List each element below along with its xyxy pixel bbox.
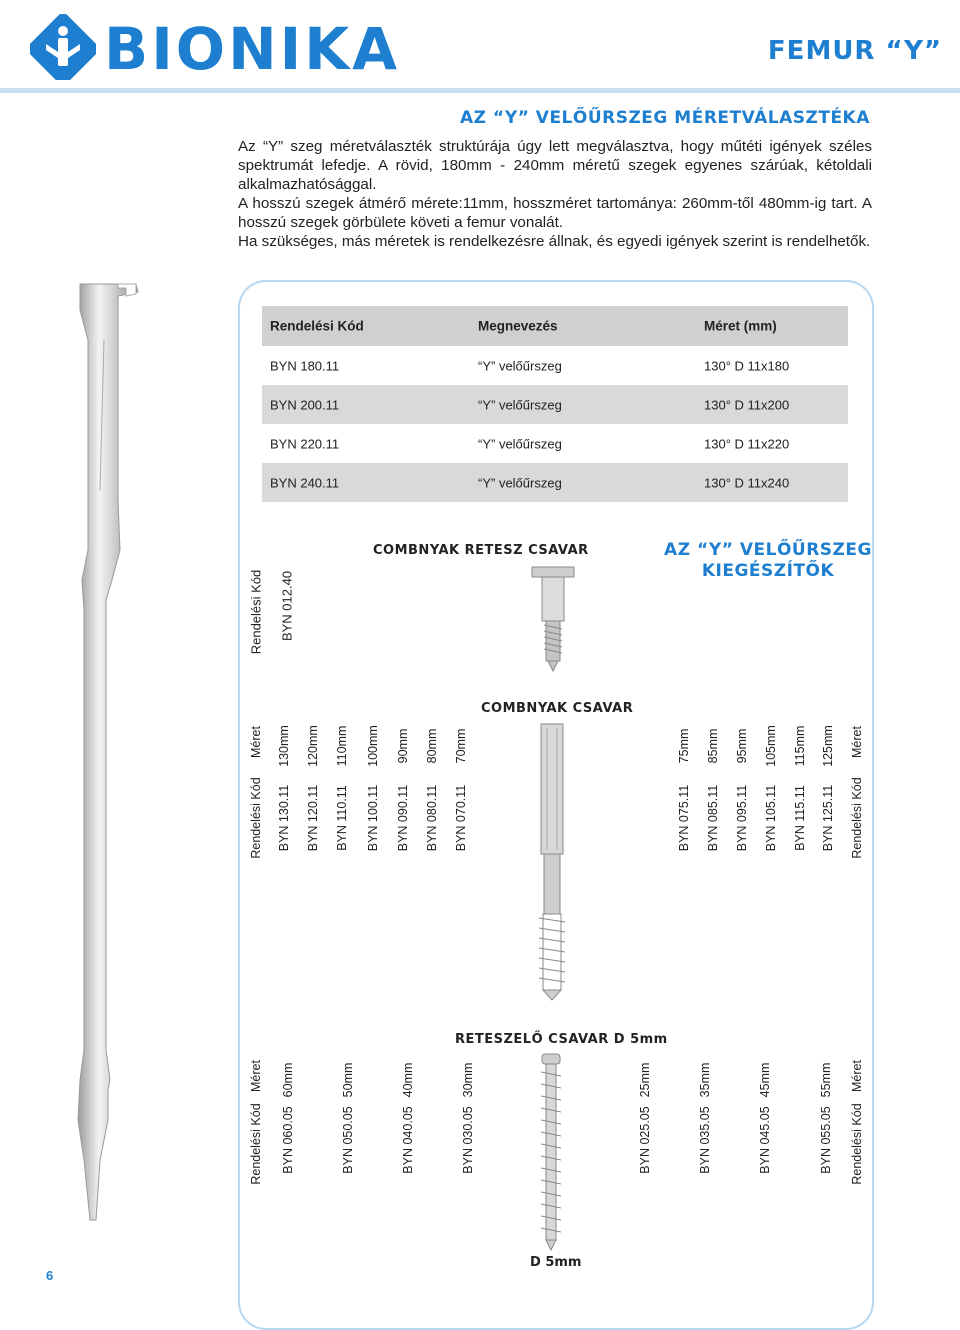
accessories-title: AZ “Y” VELŐŰRSZEG KIEGÉSZÍTŐK bbox=[664, 540, 872, 581]
bionika-logo-icon bbox=[30, 14, 96, 80]
reteszelo-size: 40mm bbox=[401, 1062, 415, 1098]
cell-size: 130° D 11x200 bbox=[704, 397, 790, 412]
reteszelo-size: 30mm bbox=[461, 1062, 475, 1098]
retesz-title: COMBNYAK RETESZ CSAVAR bbox=[373, 543, 589, 558]
reteszelo-size: 35mm bbox=[698, 1062, 712, 1098]
cell-name: “Y” velőűrszeg bbox=[478, 436, 562, 451]
combnyak-code: BYN 085.11 bbox=[706, 784, 720, 852]
column-header: Méret (mm) bbox=[704, 318, 777, 334]
diameter-label: D 5mm bbox=[530, 1255, 582, 1270]
combnyak-code: BYN 100.11 bbox=[366, 784, 380, 852]
code-label: Rendelési Kód bbox=[248, 569, 264, 655]
size-label: Méret bbox=[249, 726, 263, 758]
page-number: 6 bbox=[46, 1268, 54, 1283]
intro-text bbox=[238, 137, 872, 251]
reteszelo-code: BYN 030.05 bbox=[461, 1106, 475, 1174]
retesz-code: BYN 012.40 bbox=[279, 570, 295, 642]
combnyak-code: BYN 105.11 bbox=[764, 784, 778, 852]
cell-code: BYN 220.11 bbox=[270, 436, 340, 451]
reteszelo-size: 25mm bbox=[638, 1062, 652, 1098]
reteszelo-code: BYN 045.05 bbox=[758, 1106, 772, 1174]
cell-name: “Y” velőűrszeg bbox=[478, 475, 562, 490]
header-divider bbox=[0, 88, 960, 93]
combnyak-size: 125mm bbox=[821, 725, 835, 767]
reteszelo-code: BYN 025.05 bbox=[638, 1106, 652, 1174]
column-header: Megnevezés bbox=[478, 318, 558, 334]
cell-size: 130° D 11x180 bbox=[704, 358, 790, 373]
table-row bbox=[262, 346, 848, 385]
combnyak-size: 70mm bbox=[454, 728, 468, 764]
intro-paragraph: Az “Y” szeg méretválaszték struktúrája úgy lett megválasztva, hogy műtéti igények széles spektrumát lefedje. A rövid, 180mm - 240mm méretű szegek egyenes szárúak, kétoldali alkalmazhatósággal. bbox=[238, 138, 872, 193]
cell-size: 130° D 11x220 bbox=[704, 436, 790, 451]
table-row bbox=[262, 463, 848, 502]
reteszelo-size: 50mm bbox=[341, 1062, 355, 1098]
code-label: Rendelési Kód bbox=[249, 1103, 263, 1185]
combnyak-code: BYN 090.11 bbox=[396, 784, 410, 852]
combnyak-size: 110mm bbox=[335, 725, 349, 767]
combnyak-code: BYN 115.11 bbox=[793, 785, 807, 851]
reteszelo-code: BYN 060.05 bbox=[281, 1106, 295, 1174]
reteszelo-size: 45mm bbox=[758, 1062, 772, 1098]
intro-paragraph: Ha szükséges, más méretek is rendelkezésre állnak, és egyedi igények szerint is rendelhetők. bbox=[238, 233, 871, 250]
retesz-screw-image bbox=[526, 565, 580, 675]
combnyak-code: BYN 110.11 bbox=[335, 785, 349, 851]
combnyak-size: 85mm bbox=[706, 728, 720, 764]
reteszelo-title: RETESZELŐ CSAVAR D 5mm bbox=[455, 1032, 668, 1047]
combnyak-code: BYN 125.11 bbox=[821, 784, 835, 852]
reteszelo-code: BYN 050.05 bbox=[341, 1106, 355, 1174]
intro-paragraph: A hosszú szegek átmérő mérete:11mm, hosszméret tartománya: 260mm-től 480mm-ig tart. A hosszú szegek görbülete követi a femur vonalát. bbox=[238, 195, 872, 231]
brand-name: BIONIKA bbox=[104, 15, 401, 83]
combnyak-size: 95mm bbox=[735, 728, 749, 764]
reteszelo-size: 55mm bbox=[819, 1062, 833, 1098]
combnyak-title: COMBNYAK CSAVAR bbox=[481, 701, 634, 716]
reteszelo-size: 60mm bbox=[281, 1062, 295, 1098]
reteszelo-screw-image bbox=[538, 1052, 564, 1252]
combnyak-size: 75mm bbox=[677, 728, 691, 764]
combnyak-code: BYN 130.11 bbox=[277, 784, 291, 852]
size-label: Méret bbox=[850, 1060, 864, 1092]
table-row bbox=[262, 424, 848, 463]
combnyak-code: BYN 120.11 bbox=[306, 784, 320, 852]
cell-code: BYN 240.11 bbox=[270, 475, 340, 490]
cell-code: BYN 180.11 bbox=[270, 358, 340, 373]
order-table bbox=[262, 306, 848, 502]
page-title: AZ “Y” VELŐŰRSZEG MÉRETVÁLASZTÉKA bbox=[460, 108, 870, 128]
code-label: Rendelési Kód bbox=[850, 777, 864, 859]
code-label: Rendelési Kód bbox=[249, 777, 263, 859]
code-label: Rendelési Kód bbox=[850, 1103, 864, 1185]
table-header-row bbox=[262, 306, 848, 346]
combnyak-size: 100mm bbox=[366, 725, 380, 767]
combnyak-size: 130mm bbox=[277, 725, 291, 767]
cell-name: “Y” velőűrszeg bbox=[478, 397, 562, 412]
combnyak-size: 80mm bbox=[425, 728, 439, 764]
combnyak-size: 120mm bbox=[306, 725, 320, 767]
section-label: FEMUR “Y” bbox=[767, 36, 942, 66]
combnyak-code: BYN 080.11 bbox=[425, 784, 439, 852]
reteszelo-code: BYN 035.05 bbox=[698, 1106, 712, 1174]
column-header: Rendelési Kód bbox=[270, 318, 364, 334]
table-row bbox=[262, 385, 848, 424]
cell-size: 130° D 11x240 bbox=[704, 475, 790, 490]
y-nail-image bbox=[60, 280, 200, 1280]
reteszelo-code: BYN 055.05 bbox=[819, 1106, 833, 1174]
reteszelo-code: BYN 040.05 bbox=[401, 1106, 415, 1174]
size-label: Méret bbox=[850, 726, 864, 758]
combnyak-size: 90mm bbox=[396, 728, 410, 764]
cell-code: BYN 200.11 bbox=[270, 397, 340, 412]
combnyak-size: 105mm bbox=[764, 725, 778, 767]
size-label: Méret bbox=[249, 1060, 263, 1092]
combnyak-code: BYN 075.11 bbox=[677, 784, 691, 852]
combnyak-size: 115mm bbox=[793, 725, 807, 767]
combnyak-code: BYN 070.11 bbox=[454, 784, 468, 852]
cell-name: “Y” velőűrszeg bbox=[478, 358, 562, 373]
combnyak-code: BYN 095.11 bbox=[735, 784, 749, 852]
combnyak-screw-image bbox=[535, 722, 569, 1002]
